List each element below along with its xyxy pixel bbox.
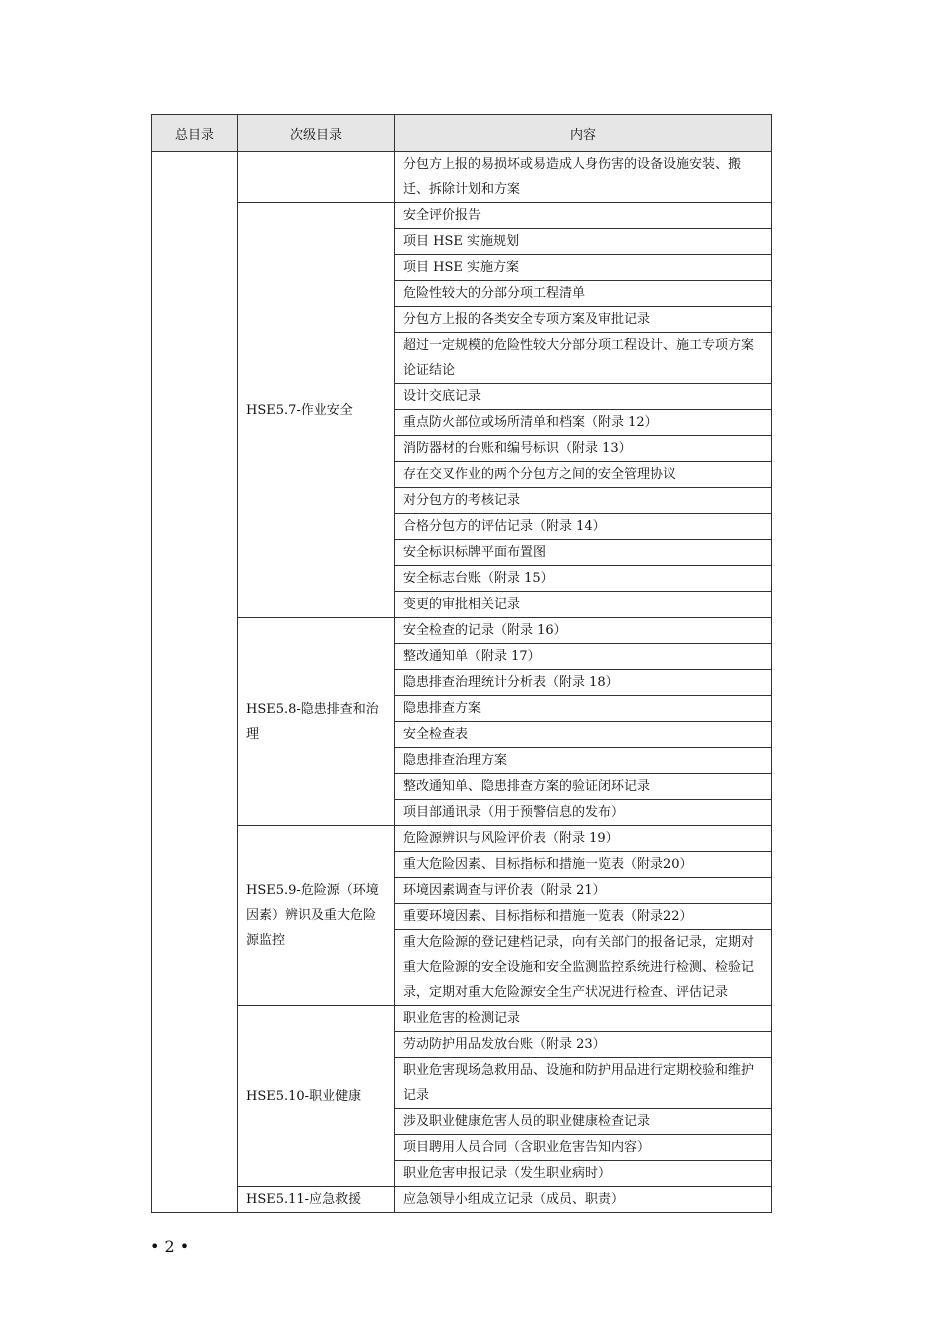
content-cell: 对分包方的考核记录 [395, 488, 772, 514]
content-cell: 安全标识标牌平面布置图 [395, 540, 772, 566]
content-cell: 变更的审批相关记录 [395, 592, 772, 618]
content-cell: 安全评价报告 [395, 203, 772, 229]
header-content: 内容 [395, 115, 772, 152]
content-cell: 重要环境因素、目标指标和措施一览表（附录22） [395, 904, 772, 930]
content-cell: 职业危害的检测记录 [395, 1006, 772, 1032]
content-cell: 隐患排查治理方案 [395, 748, 772, 774]
table-row [152, 826, 772, 852]
sub-directory-cell: HSE5.9-危险源（环境因素）辨识及重大危险源监控 [238, 826, 395, 1006]
content-cell: 应急领导小组成立记录（成员、职责） [395, 1187, 772, 1213]
content-cell: 危险源辨识与风险评价表（附录 19） [395, 826, 772, 852]
content-cell: 重大危险源的登记建档记录，向有关部门的报备记录，定期对重大危险源的安全设施和安全监测监控系统进行检测、检验记录，定期对重大危险源安全生产状况进行检查、评估记录 [395, 930, 772, 1006]
content-cell: 重大危险因素、目标指标和措施一览表（附录20） [395, 852, 772, 878]
content-cell: 隐患排查方案 [395, 696, 772, 722]
content-cell: 项目部通讯录（用于预警信息的发布） [395, 800, 772, 826]
content-cell: 项目聘用人员合同（含职业危害告知内容） [395, 1135, 772, 1161]
content-cell: 环境因素调查与评价表（附录 21） [395, 878, 772, 904]
content-cell: 安全检查的记录（附录 16） [395, 618, 772, 644]
content-cell: 设计交底记录 [395, 384, 772, 410]
table-row [152, 1006, 772, 1032]
table-row [152, 152, 772, 203]
content-cell: 安全检查表 [395, 722, 772, 748]
content-cell: 存在交叉作业的两个分包方之间的安全管理协议 [395, 462, 772, 488]
header-row [152, 115, 772, 152]
content-cell: 隐患排查治理统计分析表（附录 18） [395, 670, 772, 696]
content-cell: 整改通知单（附录 17） [395, 644, 772, 670]
content-cell: 涉及职业健康危害人员的职业健康检查记录 [395, 1109, 772, 1135]
table-row [152, 618, 772, 644]
sub-directory-cell [238, 152, 395, 203]
content-cell: 整改通知单、隐患排查方案的验证闭环记录 [395, 774, 772, 800]
table-row [152, 1187, 772, 1213]
header-main-directory: 总目录 [152, 115, 238, 152]
content-cell: 项目 HSE 实施规划 [395, 229, 772, 255]
content-cell: 分包方上报的易损坏或易造成人身伤害的设备设施安装、搬迁、拆除计划和方案 [395, 152, 772, 203]
directory-table [151, 114, 772, 1213]
content-cell: 消防器材的台账和编号标识（附录 13） [395, 436, 772, 462]
table-row [152, 203, 772, 229]
main-directory-cell [152, 152, 238, 1213]
content-cell: 劳动防护用品发放台账（附录 23） [395, 1032, 772, 1058]
content-cell: 职业危害申报记录（发生职业病时） [395, 1161, 772, 1187]
sub-directory-cell: HSE5.11-应急救援 [238, 1187, 395, 1213]
content-cell: 职业危害现场急救用品、设施和防护用品进行定期校验和维护记录 [395, 1058, 772, 1109]
sub-directory-cell: HSE5.10-职业健康 [238, 1006, 395, 1187]
sub-directory-cell: HSE5.7-作业安全 [238, 203, 395, 618]
page-number: • 2 • [150, 1237, 190, 1256]
content-cell: 超过一定规模的危险性较大分部分项工程设计、施工专项方案论证结论 [395, 333, 772, 384]
content-cell: 重点防火部位或场所清单和档案（附录 12） [395, 410, 772, 436]
header-sub-directory: 次级目录 [238, 115, 395, 152]
sub-directory-cell: HSE5.8-隐患排查和治理 [238, 618, 395, 826]
content-cell: 安全标志台账（附录 15） [395, 566, 772, 592]
content-cell: 项目 HSE 实施方案 [395, 255, 772, 281]
content-cell: 危险性较大的分部分项工程清单 [395, 281, 772, 307]
content-cell: 分包方上报的各类安全专项方案及审批记录 [395, 307, 772, 333]
content-cell: 合格分包方的评估记录（附录 14） [395, 514, 772, 540]
